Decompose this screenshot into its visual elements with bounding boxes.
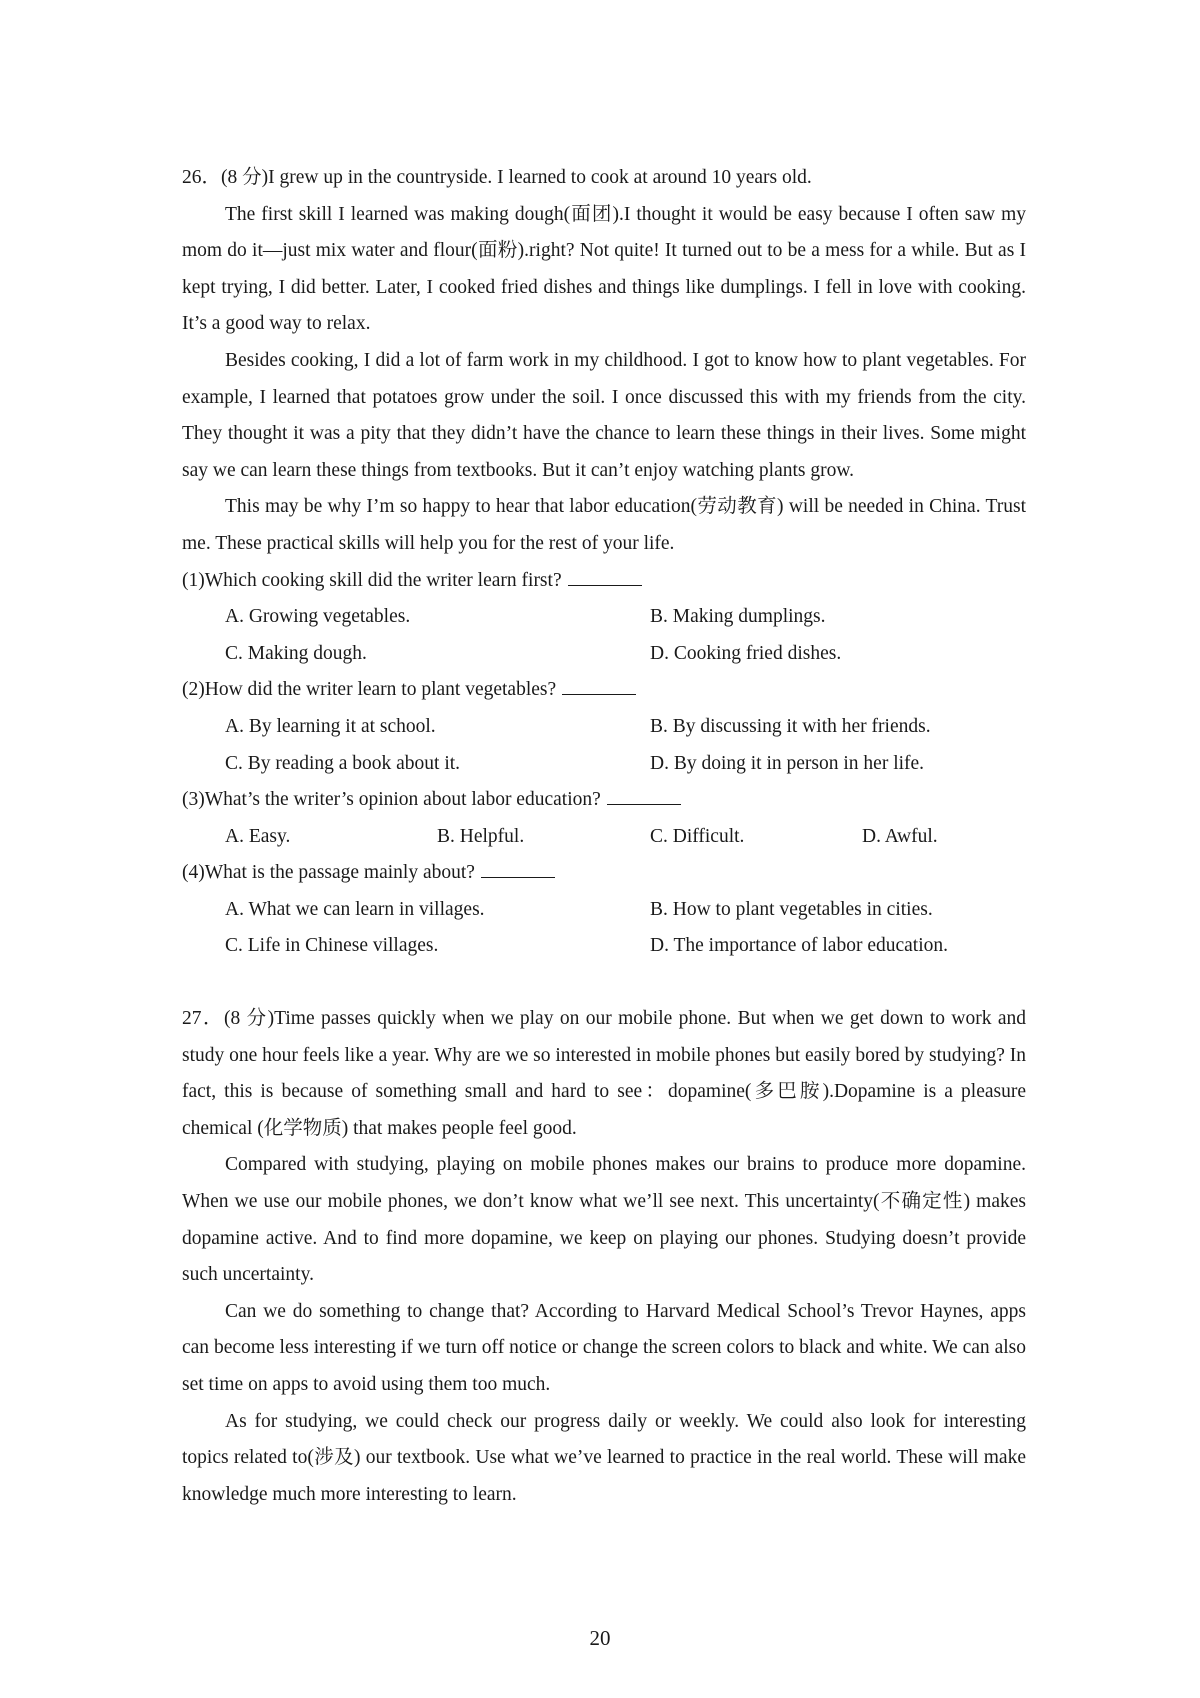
question-text: (1)Which cooking skill did the writer learn first? [182, 569, 562, 591]
answer-blank[interactable] [607, 786, 681, 805]
answer-blank[interactable] [481, 859, 555, 878]
option-a: A. What we can learn in villages. [225, 898, 485, 920]
q26-paragraph-1: The first skill I learned was making dough(面团).I thought it would be easy because I often saw my mom do it—just mix water and flour(面粉).right? Not quite! It turned out to be a mess for a while. But as I kept trying, I did better. Later, I cooked fried dishes and things like dumplings. I fell in love with cooking. It’s a good way to relax. [182, 203, 1026, 335]
option-c: C. By reading a book about it. [225, 752, 461, 774]
q26-sub-question-2 [182, 672, 1026, 782]
page-content [182, 160, 1026, 1513]
question-text: (2)How did the writer learn to plant vegetables? [182, 679, 557, 701]
option-d: D. Awful. [862, 825, 938, 847]
option-c: C. Life in Chinese villages. [225, 935, 439, 957]
q26-paragraph-3: This may be why I’m so happy to hear that labor education(劳动教育) will be needed in China. Trust me. These practical skills will help you for the rest of your life. [182, 496, 1026, 554]
option-d: D. Cooking fried dishes. [650, 642, 842, 664]
q26-header: 26．(8 分)I grew up in the countryside. I learned to cook at around 10 years old. [182, 167, 812, 188]
q27-header: 27．(8 分)Time passes quickly when we play on our mobile phone. But when we get down to work and study one hour feels like a year. Why are we so interested in mobile phones but easily bored by studying? In fact, this is because of something small and hard to see：dopamine(多巴胺).Dopamine is a pleasure chemical (化学物质) that makes people feel good. [182, 1008, 1026, 1139]
question-27 [182, 1001, 1026, 1513]
option-b: B. Making dumplings. [650, 606, 826, 628]
page-number: 20 [589, 1626, 611, 1650]
q27-paragraph-1: Compared with studying, playing on mobile phones makes our brains to produce more dopamine. When we use our mobile phones, we don’t know what we’ll see next. This uncertainty(不确定性) makes dopamine active. And to find more dopamine, we keep on playing our phones. Studying doesn’t provide such uncertainty. [182, 1154, 1026, 1286]
q27-paragraph-2: Can we do something to change that? According to Harvard Medical School’s Trevor Haynes, apps can become less interesting if we turn off notice or change the screen colors to black and white. We can also set time on apps to avoid using them too much. [182, 1300, 1026, 1395]
option-b: B. How to plant vegetables in cities. [650, 898, 933, 920]
option-c: C. Difficult. [650, 825, 745, 847]
answer-blank[interactable] [562, 676, 636, 695]
option-b: B. Helpful. [437, 825, 525, 847]
question-26 [182, 160, 1026, 965]
answer-blank[interactable] [568, 567, 642, 586]
section-spacer [182, 965, 1026, 1001]
option-a: A. Growing vegetables. [225, 606, 411, 628]
option-b: B. By discussing it with her friends. [650, 715, 931, 737]
question-text: (4)What is the passage mainly about? [182, 862, 475, 884]
option-a: A. Easy. [225, 825, 291, 847]
question-text: (3)What’s the writer’s opinion about labor education? [182, 789, 601, 811]
q26-paragraph-2: Besides cooking, I did a lot of farm work in my childhood. I got to know how to plant vegetables. For example, I learned that potatoes grow under the soil. I once discussed this with my friends from the city. They thought it was a pity that they didn’t have the chance to learn these things in their lives. Some might say we can learn these things from textbooks. But it can’t enjoy watching plants grow. [182, 349, 1026, 481]
option-c: C. Making dough. [225, 642, 367, 664]
option-d: D. The importance of labor education. [650, 935, 948, 957]
option-d: D. By doing it in person in her life. [650, 752, 925, 774]
q27-paragraph-3: As for studying, we could check our progress daily or weekly. We could also look for interesting topics related to(涉及) our textbook. Use what we’ve learned to practice in the real world. These will make knowledge much more interesting to learn. [182, 1410, 1026, 1505]
q26-sub-question-1 [182, 563, 1026, 673]
option-a: A. By learning it at school. [225, 715, 436, 737]
q26-sub-question-4 [182, 855, 1026, 965]
q26-sub-question-3 [182, 782, 1026, 855]
